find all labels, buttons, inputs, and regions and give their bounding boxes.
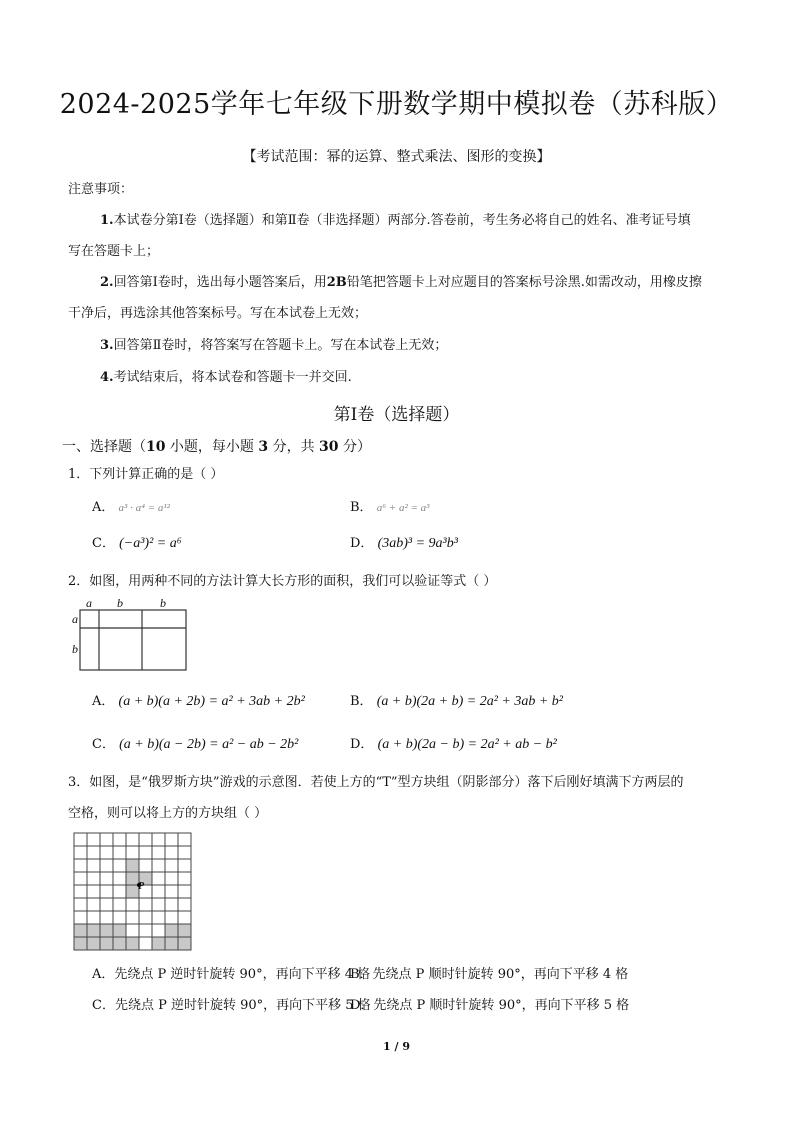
grid-cell bbox=[126, 937, 139, 950]
grid-cell bbox=[113, 833, 126, 846]
grid-cell bbox=[139, 937, 152, 950]
grid-cell bbox=[74, 872, 87, 885]
grid-cell bbox=[74, 846, 87, 859]
notice-1-cont: 写在答题卡上； bbox=[68, 244, 160, 259]
grid-cell bbox=[152, 937, 165, 950]
grid-cell bbox=[165, 833, 178, 846]
q1-option-c: C． (−a³)² = a⁶ bbox=[92, 536, 182, 551]
grid-cell bbox=[126, 846, 139, 859]
q3-option-d: D．先绕点 P 顺时针旋转 90°，再向下平移 5 格 bbox=[350, 998, 630, 1013]
notice-2: 2.回答第Ⅰ卷时，选出每小题答案后，用2B铅笔把答题卡上对应题目的答案标号涂黑.如需改动，用橡皮擦 bbox=[100, 275, 702, 290]
grid-cell bbox=[152, 859, 165, 872]
notice-1: 1.本试卷分第Ⅰ卷（选择题）和第Ⅱ卷（非选择题）两部分.答卷前，考生务必将自己的姓名、准考证号填 bbox=[100, 213, 691, 228]
grid-cell bbox=[100, 872, 113, 885]
grid-cell bbox=[152, 885, 165, 898]
grid-cell bbox=[126, 859, 139, 872]
grid-cell bbox=[113, 937, 126, 950]
grid-cell bbox=[152, 833, 165, 846]
grid-cell bbox=[152, 898, 165, 911]
grid-cell bbox=[74, 885, 87, 898]
grid-cell bbox=[178, 846, 191, 859]
grid-cell bbox=[100, 911, 113, 924]
grid-cell bbox=[100, 898, 113, 911]
q3-option-a: A．先绕点 P 逆时针旋转 90°，再向下平移 4 格 bbox=[92, 967, 371, 982]
q2-option-a: A． (a + b)(a + 2b) = a² + 3ab + 2b² bbox=[92, 694, 305, 709]
grid-cell bbox=[74, 911, 87, 924]
grid-cell bbox=[139, 859, 152, 872]
grid-cell bbox=[165, 885, 178, 898]
grid-cell bbox=[87, 872, 100, 885]
point-p-label: P bbox=[138, 881, 145, 892]
grid-cell bbox=[139, 898, 152, 911]
grid-cell bbox=[178, 937, 191, 950]
grid-cell bbox=[139, 833, 152, 846]
q3-option-b: B．先绕点 P 顺时针旋转 90°，再向下平移 4 格 bbox=[350, 967, 629, 982]
grid-cell bbox=[126, 924, 139, 937]
q1-option-a: A． a³ · a⁴ = a¹² bbox=[92, 500, 170, 515]
fig-label-b-left: b bbox=[72, 642, 78, 656]
q2-option-d: D． (a + b)(2a − b) = 2a² + ab − b² bbox=[350, 737, 557, 752]
page-number: 1 / 9 bbox=[383, 1040, 410, 1053]
grid-cell bbox=[87, 937, 100, 950]
grid-cell bbox=[139, 924, 152, 937]
exam-scope: 【考试范围：幂的运算、整式乘法、图形的变换】 bbox=[242, 149, 551, 165]
fig-label-a-left: a bbox=[72, 612, 78, 626]
grid-cell bbox=[113, 885, 126, 898]
grid-cell bbox=[113, 872, 126, 885]
grid-cell bbox=[126, 911, 139, 924]
grid-cell bbox=[87, 846, 100, 859]
grid-cell bbox=[152, 924, 165, 937]
q1-option-d: D． (3ab)³ = 9a³b³ bbox=[350, 536, 458, 551]
section-title: 第Ⅰ卷（选择题） bbox=[333, 405, 460, 425]
grid-cell bbox=[178, 885, 191, 898]
grid-cell bbox=[152, 911, 165, 924]
notice-3: 3.回答第Ⅱ卷时，将答案写在答题卡上。写在本试卷上无效； bbox=[100, 338, 448, 353]
grid-cell bbox=[74, 898, 87, 911]
grid-cell bbox=[178, 872, 191, 885]
notice-4: 4.考试结束后，将本试卷和答题卡一并交回. bbox=[100, 370, 352, 385]
grid-cell bbox=[152, 872, 165, 885]
grid-cell bbox=[165, 937, 178, 950]
grid-cell bbox=[100, 937, 113, 950]
grid-cell bbox=[126, 898, 139, 911]
grid-cell bbox=[139, 911, 152, 924]
q2-option-b: B． (a + b)(2a + b) = 2a² + 3ab + b² bbox=[350, 694, 563, 709]
grid-cell bbox=[74, 924, 87, 937]
notice-label: 注意事项： bbox=[68, 182, 134, 197]
fig-label-b-top1: b bbox=[117, 596, 123, 610]
grid-cell bbox=[100, 846, 113, 859]
grid-cell bbox=[165, 898, 178, 911]
grid-cell bbox=[165, 872, 178, 885]
grid-cell bbox=[113, 924, 126, 937]
grid-cell bbox=[113, 846, 126, 859]
grid-cell bbox=[100, 885, 113, 898]
q3-stem: 3．如图，是“俄罗斯方块”游戏的示意图．若使上方的“T”型方块组（阴影部分）落下后刚好填满下方两层的 bbox=[68, 775, 684, 790]
grid-cell bbox=[113, 911, 126, 924]
grid-cell bbox=[74, 833, 87, 846]
grid-cell bbox=[113, 898, 126, 911]
q3-option-c: C．先绕点 P 逆时针旋转 90°，再向下平移 5 格 bbox=[92, 998, 371, 1013]
q2-stem: 2．如图，用两种不同的方法计算大长方形的面积，我们可以验证等式（ ） bbox=[68, 574, 497, 589]
q1-stem: 1．下列计算正确的是（ ） bbox=[68, 467, 224, 482]
grid-cell bbox=[74, 937, 87, 950]
grid-cell bbox=[87, 885, 100, 898]
fig-label-b-top2: b bbox=[160, 596, 166, 610]
grid-cell bbox=[178, 924, 191, 937]
grid-cell bbox=[178, 911, 191, 924]
grid-cell bbox=[178, 898, 191, 911]
grid-cell bbox=[178, 859, 191, 872]
grid-cell bbox=[87, 924, 100, 937]
grid-cell bbox=[165, 911, 178, 924]
grid-cell bbox=[100, 859, 113, 872]
grid-cell bbox=[126, 833, 139, 846]
grid-cell bbox=[87, 859, 100, 872]
grid-cell bbox=[165, 924, 178, 937]
notice-2-cont: 干净后，再选涂其他答案标号。写在本试卷上无效； bbox=[68, 306, 368, 321]
grid-cell bbox=[100, 833, 113, 846]
grid-cell bbox=[139, 846, 152, 859]
q2-option-c: C． (a + b)(a − 2b) = a² − ab − 2b² bbox=[92, 737, 299, 752]
grid-cell bbox=[87, 833, 100, 846]
q3-stem-cont: 空格，则可以将上方的方块组（ ） bbox=[68, 806, 268, 821]
grid-cell bbox=[87, 898, 100, 911]
fig-label-a-top: a bbox=[86, 596, 92, 610]
grid-cell bbox=[165, 859, 178, 872]
page-title: 2024-2025学年七年级下册数学期中模拟卷（苏科版） bbox=[59, 89, 734, 120]
grid-cell bbox=[165, 846, 178, 859]
grid-cell bbox=[74, 859, 87, 872]
grid-cell bbox=[87, 911, 100, 924]
grid-cell bbox=[178, 833, 191, 846]
q1-option-b: B． a⁶ + a² = a³ bbox=[350, 500, 430, 515]
part-heading: 一、选择题（10 小题，每小题 3 分，共 30 分） bbox=[62, 439, 371, 455]
grid-cell bbox=[152, 846, 165, 859]
grid-cell bbox=[100, 924, 113, 937]
grid-cell bbox=[113, 859, 126, 872]
